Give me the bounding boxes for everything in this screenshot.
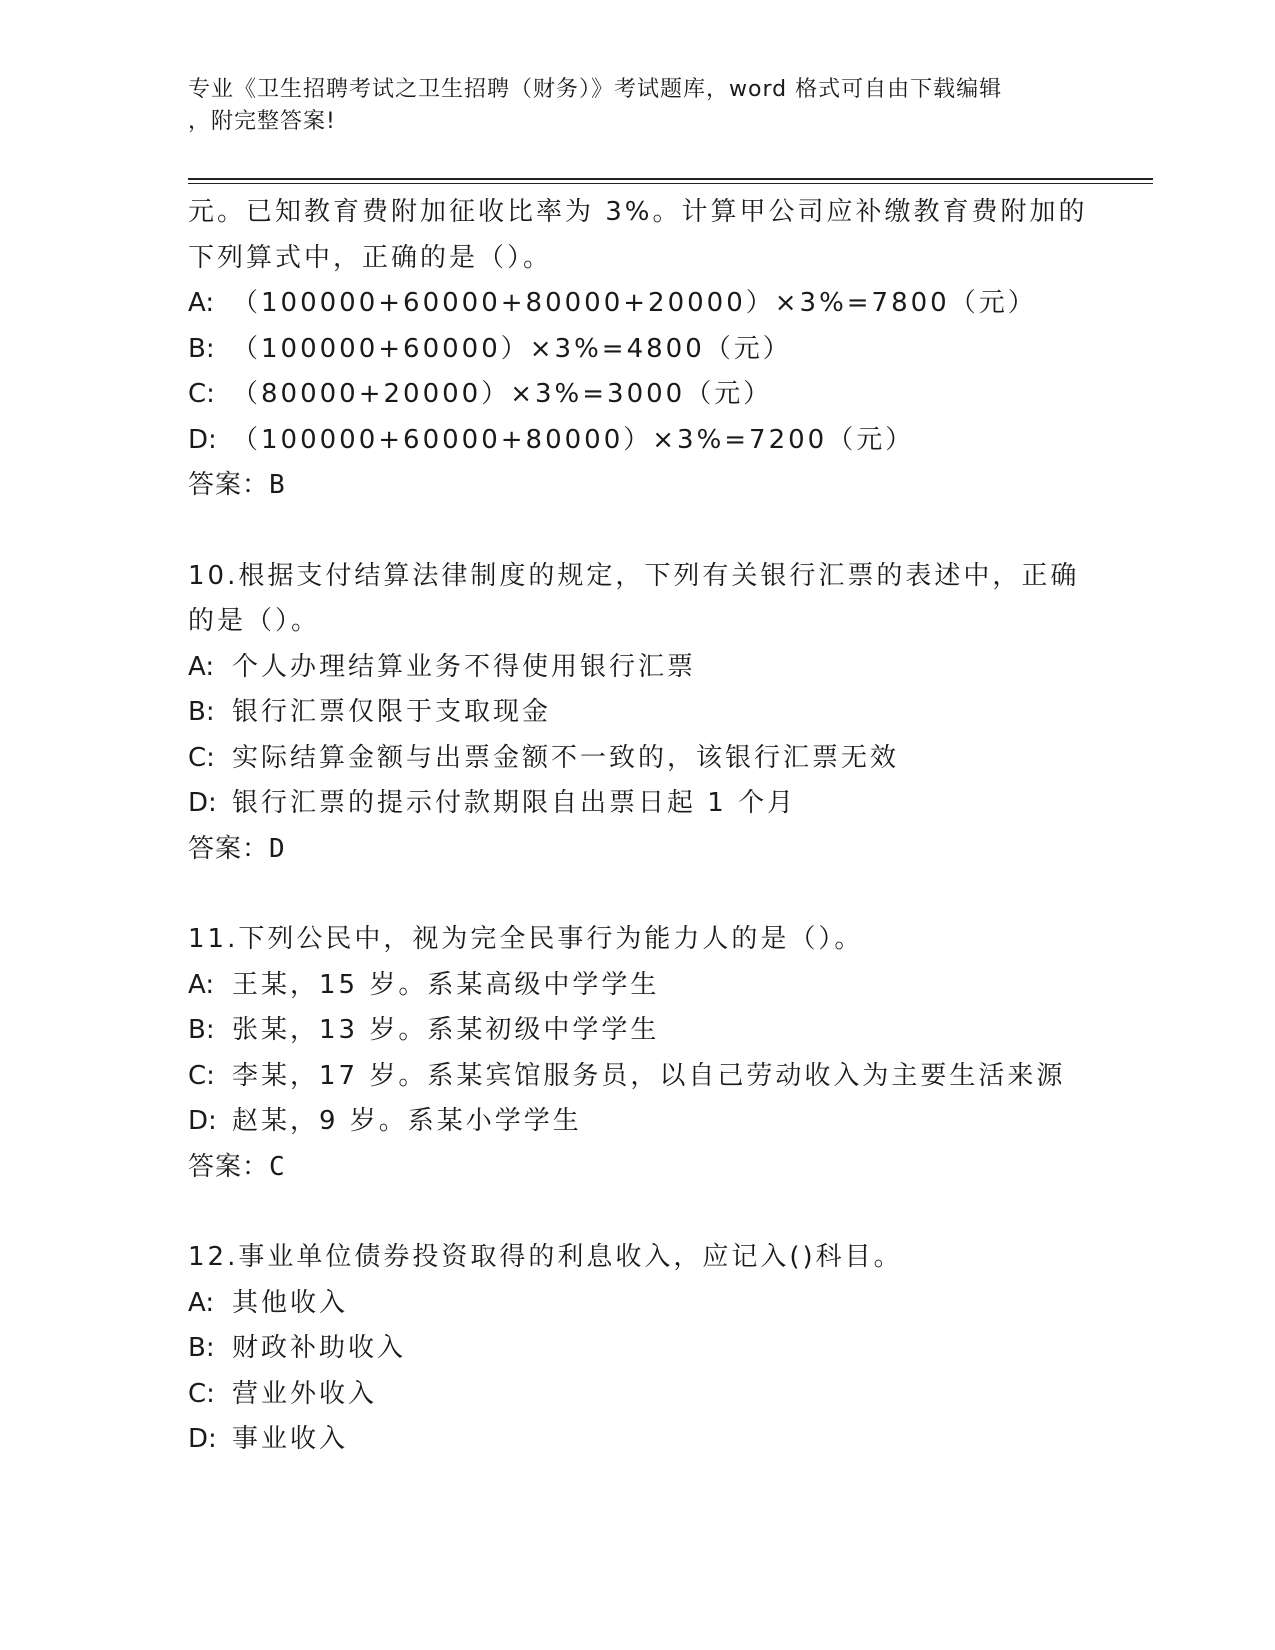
option-d: D: （100000+60000+80000）×3%=7200（元） [188, 424, 915, 455]
question-stem: 10.根据支付结算法律制度的规定，下列有关银行汇票的表述中，正确 [188, 560, 1080, 591]
option-a: A: 其他收入 [188, 1287, 349, 1318]
option-a: A: 王某，15 岁。系某高级中学学生 [188, 969, 660, 1000]
question-11 [188, 917, 1088, 1190]
question-stem: 的是（）。 [188, 606, 321, 636]
question-stem: 12.事业单位债券投资取得的利息收入，应记入()科目。 [188, 1242, 903, 1272]
question-stem: 元。已知教育费附加征收比率为 3%。计算甲公司应补缴教育费附加的 [188, 197, 1088, 227]
option-d: D: 银行汇票的提示付款期限自出票日起 1 个月 [188, 788, 797, 818]
option-b: B: 张某，13 岁。系某初级中学学生 [188, 1015, 660, 1045]
option-b: B: 银行汇票仅限于支取现金 [188, 697, 552, 727]
question-list [188, 190, 1088, 1463]
question-12 [188, 1235, 1088, 1463]
answer: 答案：B [188, 470, 286, 500]
answer: 答案：D [188, 833, 286, 864]
answer: 答案：C [188, 1151, 286, 1182]
header-line-1: 专业《卫生招聘考试之卫生招聘（财务）》考试题库，word 格式可自由下载编辑 [188, 77, 1003, 102]
question-stem: 11.下列公民中，视为完全民事行为能力人的是（）。 [188, 924, 864, 954]
document-header [188, 74, 1078, 138]
option-c: C: 营业外收入 [188, 1378, 378, 1409]
option-c: C: 实际结算金额与出票金额不一致的，该银行汇票无效 [188, 742, 900, 773]
header-line-2: ，附完整答案! [188, 109, 336, 134]
header-divider-thin [188, 183, 1153, 184]
question-10 [188, 554, 1088, 873]
question-stem: 下列算式中，正确的是（）。 [188, 242, 553, 273]
option-c: C: 李某，17 岁。系某宾馆服务员，以自己劳动收入为主要生活来源 [188, 1060, 1066, 1091]
option-d: D: 事业收入 [188, 1424, 349, 1454]
question-9 [188, 190, 1088, 509]
option-d: D: 赵某，9 岁。系某小学学生 [188, 1106, 582, 1136]
option-a: A: 个人办理结算业务不得使用银行汇票 [188, 651, 697, 682]
option-b: B: 财政补助收入 [188, 1333, 407, 1363]
option-b: B: （100000+60000）×3%=4800（元） [188, 333, 792, 364]
option-a: A: （100000+60000+80000+20000）×3%=7800（元） [188, 288, 1037, 318]
header-divider-thick [188, 178, 1153, 180]
option-c: C: （80000+20000）×3%=3000（元） [188, 379, 773, 409]
